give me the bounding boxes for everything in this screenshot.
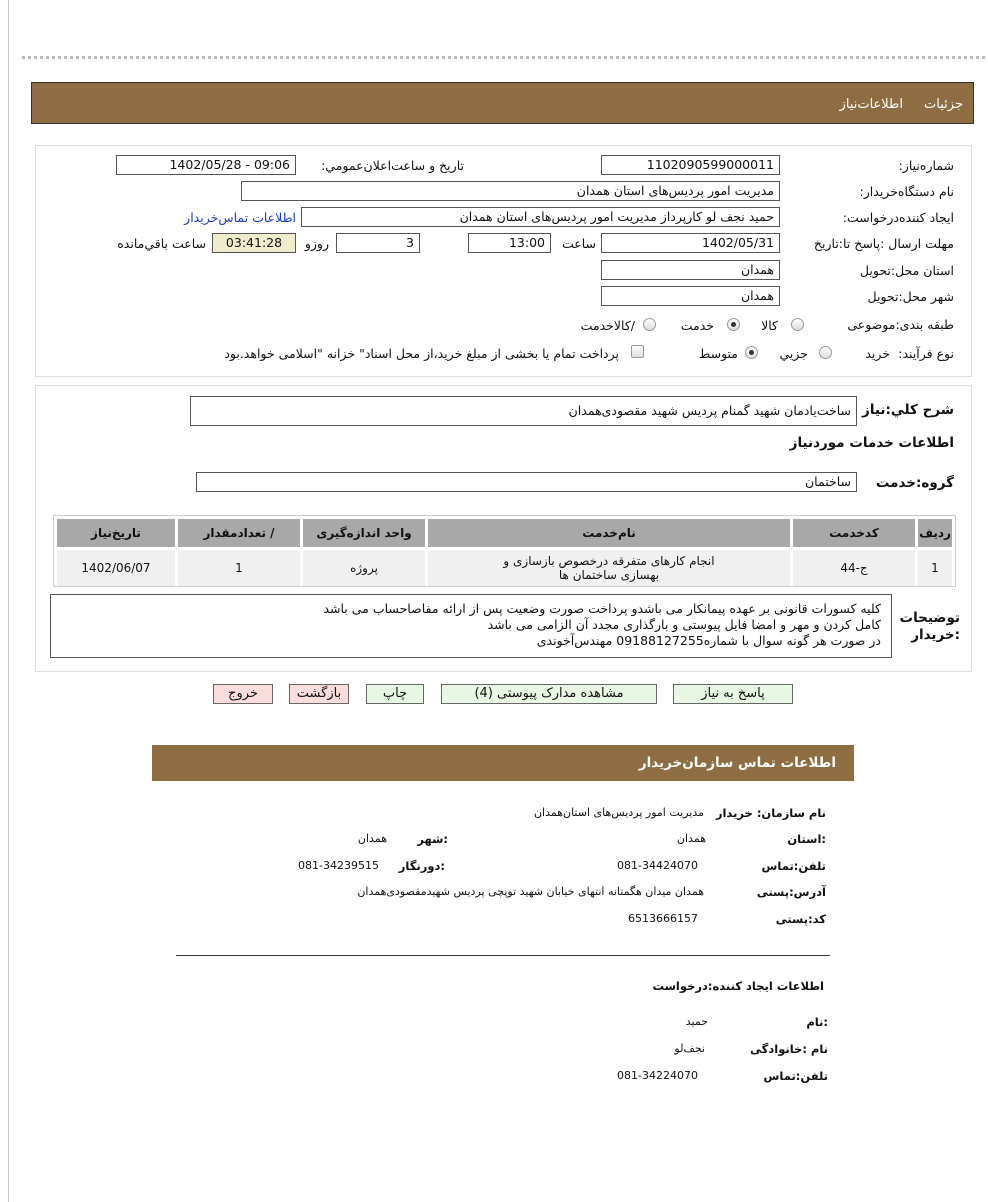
notes-line-2: کامل کردن و مهر و امضا فایل پیوستی و بارگذاری مجدد آن الزامی می باشد: [487, 617, 881, 632]
notes-line-3: در صورت هر گونه سوال با شماره09188127255 مهندس‌آخوندی: [536, 633, 881, 648]
tab-bar: [31, 82, 974, 124]
description-label: شرح کلي:نیاز: [862, 402, 954, 418]
creator-name-value: حمید: [685, 1015, 708, 1028]
process-radio-medium[interactable]: [745, 346, 758, 359]
back-button[interactable]: بازگشت: [289, 684, 349, 704]
process-buy-label: خرید: [865, 346, 890, 361]
process-medium-label: متوسط: [698, 346, 738, 361]
org-name-label: نام سازمان: خریدار: [715, 806, 826, 820]
category-radio-service[interactable]: [727, 318, 740, 331]
deadline-date-field: 1402/05/31: [601, 233, 780, 253]
services-table-frame: [53, 515, 956, 587]
treasury-payment-note: پرداخت تمام یا بخشی از مبلغ خرید،از محل اسناد" خزانه "اسلامی خواهد.بود: [224, 346, 619, 361]
contact-divider: [176, 955, 830, 956]
cell-name-line2: بهسازی ساختمان ها: [558, 568, 660, 582]
buyer-org-label: نام دستگاه‌خریدار:: [859, 184, 954, 199]
attachments-button[interactable]: مشاهده مدارک پیوستی (4): [441, 684, 657, 704]
cell-unit: پروژه: [303, 550, 425, 586]
description-field: ساخت‌یادمان شهید گمنام پردیس شهید مقصودی‌همدان: [190, 396, 857, 426]
org-fax-label: :دورنگار: [398, 859, 445, 873]
cell-qty: 1: [178, 550, 300, 586]
org-province-value: همدان: [676, 832, 706, 845]
remaining-time-field: 03:41:28: [212, 233, 296, 253]
announce-label: تاریخ و ساعت‌اعلان‌عمومي:: [321, 158, 464, 173]
col-header-name: نام‌خدمت: [428, 519, 790, 547]
days-label: روزو: [304, 236, 329, 251]
page-left-border: [8, 0, 9, 1202]
category-goods-label: کالا: [761, 318, 778, 333]
cell-code: ج-44: [793, 550, 915, 586]
tab-need-info[interactable]: اطلاعات‌نیاز: [839, 97, 903, 112]
category-both-label: /کالاخدمت: [580, 318, 635, 333]
org-phone-label: تلفن:تماس: [761, 859, 826, 873]
deadline-time-field: 13:00: [468, 233, 551, 253]
services-title: اطلاعات خدمات موردنیاز: [789, 435, 954, 451]
col-header-unit: واحد اندازه‌گیری: [303, 519, 425, 547]
col-header-row: ردیف: [918, 519, 952, 547]
col-header-date: تاریخ‌نیاز: [57, 519, 175, 547]
cell-name-line1: انجام کارهای متفرقه درخصوص بازسازی و: [503, 554, 715, 568]
service-group-field: ساختمان: [196, 472, 857, 492]
creator-family-value: نجف‌لو: [674, 1042, 705, 1055]
days-field: 3: [336, 233, 420, 253]
org-postal-label: کد:پستی: [775, 912, 826, 926]
services-table: [54, 516, 955, 589]
city-field: همدان: [601, 286, 780, 306]
deadline-hour-label: ساعت: [561, 236, 596, 251]
city-label: شهر محل:تحویل: [867, 289, 954, 304]
col-header-code: کدخدمت: [793, 519, 915, 547]
process-radio-minor[interactable]: [819, 346, 832, 359]
category-radio-goods[interactable]: [791, 318, 804, 331]
table-row: [57, 550, 952, 586]
buyer-contact-link[interactable]: اطلاعات تماس‌خریدار: [184, 210, 296, 225]
creator-phone-value: 081-34224070: [617, 1069, 698, 1082]
org-city-value: همدان: [357, 832, 387, 845]
creator-info-title: اطلاعات ایجاد کننده:درخواست: [652, 979, 824, 993]
category-radio-both[interactable]: [643, 318, 656, 331]
notes-line-1: کلیه کسورات قانونی بر عهده پیمانکار می باشدو پرداخت صورت وضعیت پس از ارائه مفاصاحساب می باشد: [323, 601, 881, 616]
need-number-label: شماره‌نیاز:: [898, 158, 954, 173]
org-address-value: همدان میدان هگمتانه انتهای خیابان شهید توپچی پردیس شهیدمقصودی‌همدان: [357, 885, 704, 898]
creator-field: حمید نجف لو کارپرداز مدیریت امور پردیس‌های استان همدان: [301, 207, 780, 227]
exit-button[interactable]: خروج: [213, 684, 273, 704]
tab-details[interactable]: جزئیات: [924, 97, 963, 112]
need-info-panel: [35, 145, 972, 377]
category-label: طبقه بندی:موضوعی: [847, 317, 954, 332]
org-city-label: :شهر: [417, 832, 448, 846]
province-label: استان محل:تحویل: [859, 263, 954, 278]
print-button[interactable]: چاپ: [366, 684, 424, 704]
buyer-org-field: مدیریت امور پردیس‌های استان همدان: [241, 181, 780, 201]
header-divider: [22, 56, 985, 59]
reply-button[interactable]: پاسخ به نیاز: [673, 684, 793, 704]
org-contact-title: اطلاعات تماس سازمان‌خریدار: [638, 755, 836, 771]
deadline-label: مهلت ارسال :پاسخ تا:تاریخ: [813, 236, 954, 251]
org-postal-value: 6513666157: [628, 912, 698, 925]
creator-phone-label: تلفن:تماس: [763, 1069, 828, 1083]
org-phone-value: 081-34424070: [617, 859, 698, 872]
table-header-row: [57, 519, 952, 547]
org-contact-header: [152, 745, 854, 781]
org-name-value: مدیریت امور پردیس‌های استان‌همدان: [533, 806, 704, 819]
creator-family-label: نام :خانوادگی: [750, 1042, 828, 1056]
org-fax-value: 081-34239515: [298, 859, 379, 872]
notes-label: توضیحات :خریدار: [899, 610, 960, 643]
cell-row: 1: [918, 550, 952, 586]
province-field: همدان: [601, 260, 780, 280]
process-label: نوع فرآیند:: [898, 346, 954, 361]
need-number-field: 1102090599000011: [601, 155, 780, 175]
treasury-payment-checkbox[interactable]: [631, 345, 644, 358]
creator-name-label: :نام: [806, 1015, 828, 1029]
announce-field: 1402/05/28 - 09:06: [116, 155, 296, 175]
cell-date: 1402/06/07: [57, 550, 175, 586]
creator-label: ایجاد کننده‌درخواست:: [842, 210, 954, 225]
remaining-label: ساعت باقي‌مانده: [117, 236, 206, 251]
notes-box: [50, 594, 892, 658]
cell-name: [428, 550, 790, 586]
col-header-qty: / تعدادمقدار: [178, 519, 300, 547]
category-service-label: خدمت: [680, 318, 714, 333]
org-address-label: آدرس:پستی: [756, 885, 826, 899]
process-minor-label: جزيي: [779, 346, 808, 361]
service-group-label: گروه:خدمت: [875, 475, 954, 491]
org-province-label: :استان: [787, 832, 826, 846]
